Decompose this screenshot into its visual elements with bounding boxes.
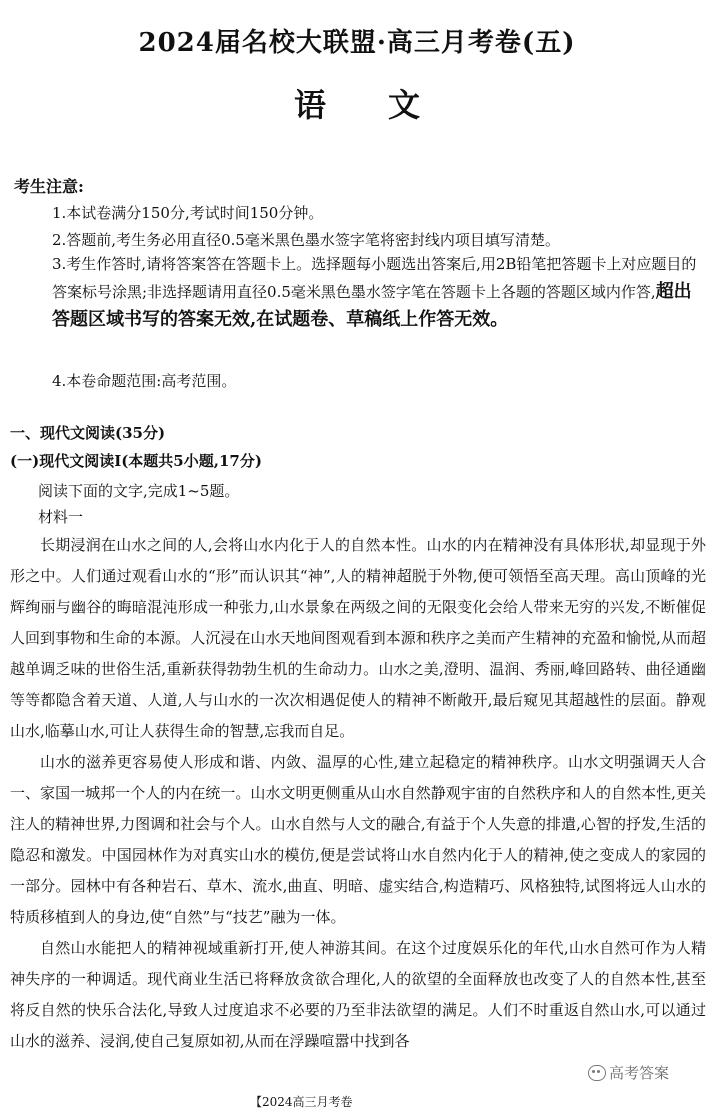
page-footer: 【2024高三月考卷 [250, 1095, 353, 1109]
watermark [584, 1060, 673, 1085]
watermark-text: 高考答案 [609, 1064, 670, 1082]
passage-paragraph-1: 长期浸润在山水之间的人,会将山水内化于人的自然本性。山水的内在精神没有具体形状,却显现于外形之中。人们通过观看山水的“形”而认识其“神”,人的精神超脱于外物,便可领悟至高天理。高山顶峰的光辉绚丽与幽谷的晦暗混沌形成一种张力,山水景象在两级之间的无限变化会给人带来无穷的兴发,不断催促人回到事物和生命的本源。人沉浸在山水天地间图观看到本源和秩序之美而产生精神的充盈和愉悦,从而超越单调乏味的世俗生活,重新获得勃勃生机的生命动力。山水之美,澄明、温润、秀丽,峰回路转、曲径通幽等等都隐含着天道、人道,人与山水的一次次相遇促使人的精神不断敞开,最后窥见其超越性的层面。静观山水,临摹山水,可让人获得生命的智慧,忘我而自足。 [10, 536, 706, 740]
notice-item-4: 4.本卷命题范围:高考范围。 [52, 372, 237, 390]
notice-item-3 [52, 250, 702, 334]
passage-paragraph-3: 自然山水能把人的精神视域重新打开,使人神游其间。在这个过度娱乐化的年代,山水自然可作为人精神失序的一种调适。现代商业生活已将释放贪欲合理化,人的欲望的全面释放也改变了人的自然本性,甚至将反自然的快乐合法化,导致人过度追求不必要的乃至非法欲望的满足。人们不时重返自然山水,可以通过山水的滋养、浸润,使自己复原如初,从而在浮躁喧嚣中找到各 [10, 939, 706, 1050]
notice-item-2: 2.答题前,考生务必用直径0.5毫米黑色墨水签字笔将密封线内项目填写清楚。 [52, 231, 560, 249]
subsection-heading: (一)现代文阅读Ⅰ(本题共5小题,17分) [10, 452, 262, 470]
passage-paragraph-2: 山水的滋养更容易使人形成和谐、内敛、温厚的心性,建立起稳定的精神秩序。山水文明强调天人合一、家国一城邦一个人的内在统一。山水文明更侧重从山水自然静观宇宙的自然秩序和人的自然本性,更关注人的精神世界,力图调和社会与个人。山水自然与人文的融合,有益于个人失意的排遣,心智的抒发,生活的隐忍和激发。中国园林作为对真实山水的模仿,便是尝试将山水自然内化于人的精神,使之变成人的家园的一部分。园林中有各种岩石、草木、流水,曲直、明暗、虚实结合,构造精巧、风格独特,试图将远人山水的特质移植到人的身边,使“自然”与“技艺”融为一体。 [10, 753, 706, 926]
subject-title: 语文 [293, 86, 482, 124]
notice-item-3-text: 3.考生作答时,请将答案答在答题卡上。选择题每小题选出答案后,用2B铅笔把答题卡上对应题目的答案标号涂黑;非选择题请用直径0.5毫米黑色墨水签字笔在答题卡上各题的答题区域内作答, [52, 255, 697, 301]
exam-title: 2024届名校大联盟·高三月考卷(五) [138, 28, 576, 58]
material-label: 材料一 [38, 508, 84, 526]
notice-item-3-emphasis: 超出答题区域书写的答案无效,在试题卷、草稿纸上作答无效。 [52, 281, 692, 330]
wechat-icon [588, 1065, 606, 1081]
notice-item-1: 1.本试卷满分150分,考试时间150分钟。 [52, 204, 324, 222]
notice-heading: 考生注意: [14, 177, 84, 196]
reading-passage [10, 530, 706, 1057]
section-heading: 一、现代文阅读(35分) [10, 424, 166, 442]
reading-instruction: 阅读下面的文字,完成1~5题。 [38, 482, 240, 500]
